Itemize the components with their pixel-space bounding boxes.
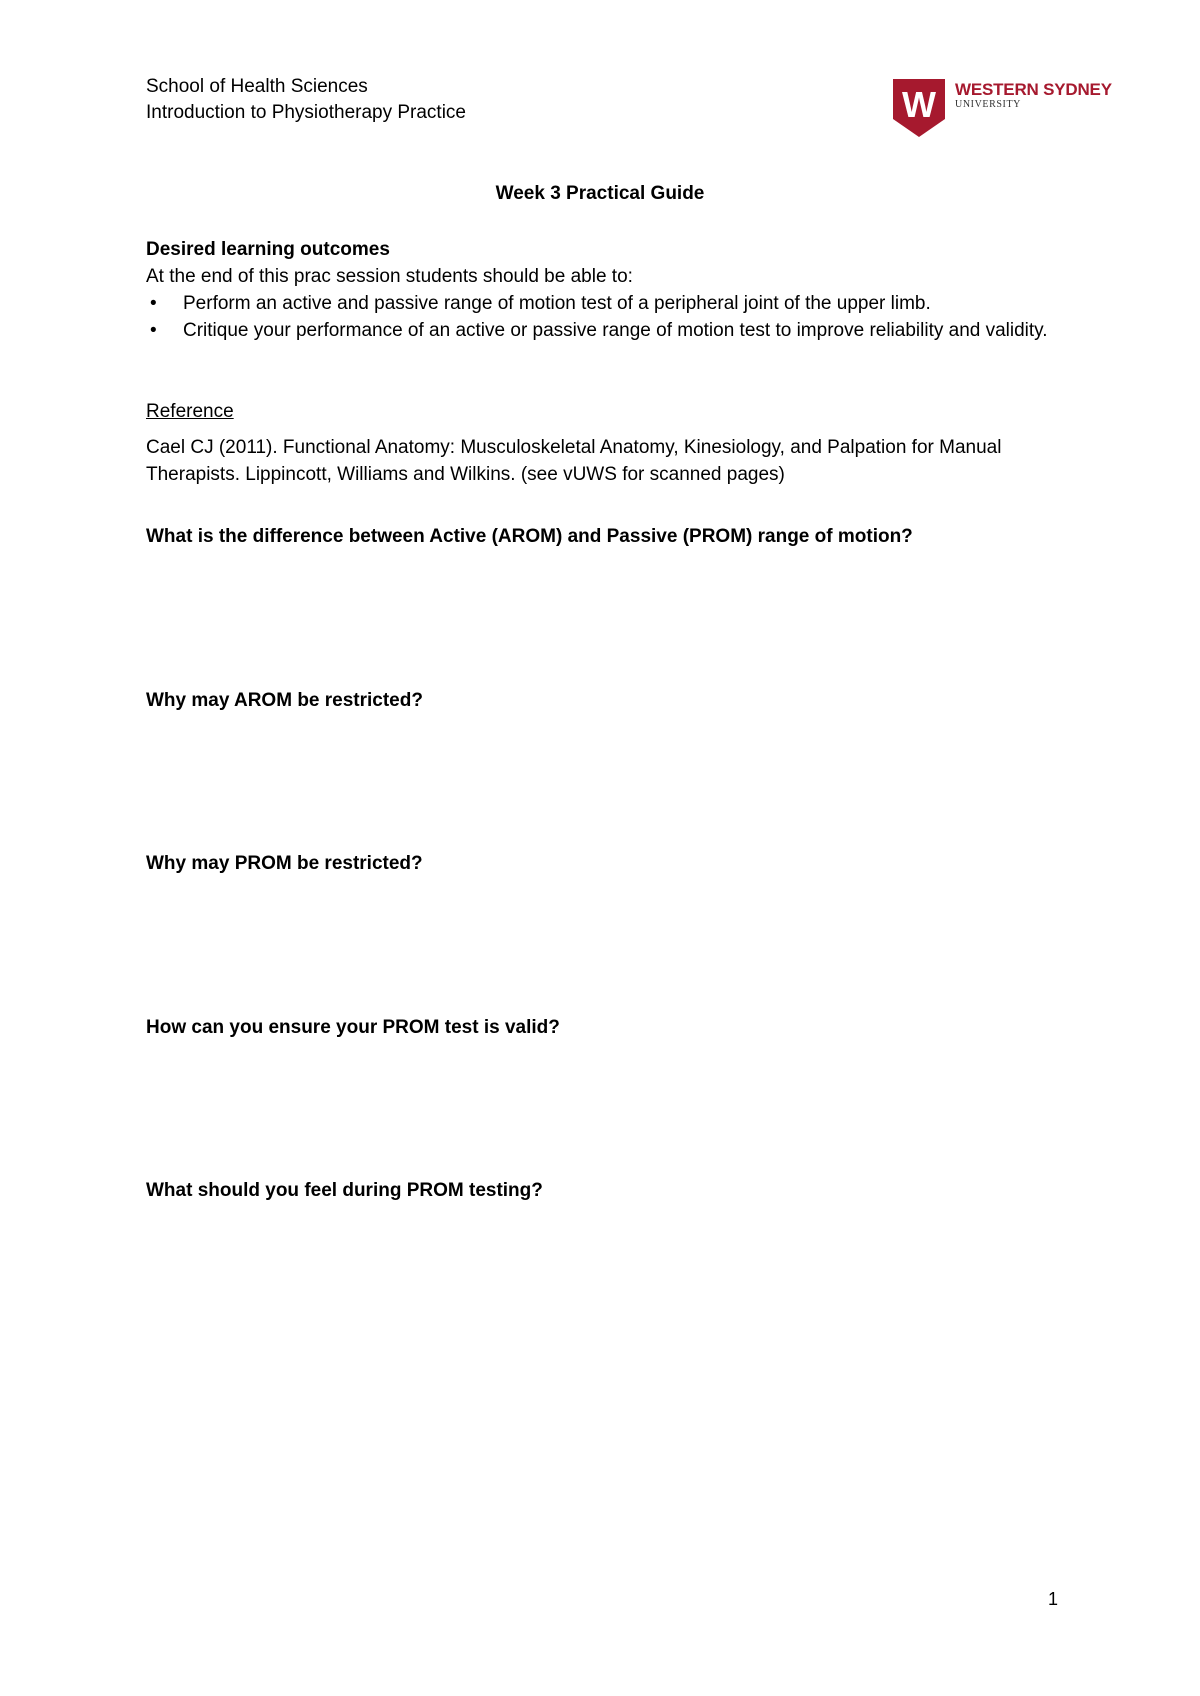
outcomes-heading: Desired learning outcomes	[146, 239, 390, 260]
reference-label: Reference	[146, 401, 234, 422]
learning-outcomes-section	[146, 236, 1066, 344]
outcome-item	[146, 317, 1066, 344]
header-unit: Introduction to Physiotherapy Practice	[146, 102, 467, 123]
document-header	[146, 74, 466, 126]
outcome-item	[146, 290, 1066, 317]
header-school: School of Health Sciences	[146, 76, 368, 97]
university-logo	[893, 79, 1112, 137]
question-5: What should you feel during PROM testing?	[146, 1180, 543, 1201]
logo-wordmark	[955, 81, 1112, 110]
question-3: Why may PROM be restricted?	[146, 853, 423, 874]
logo-sub: UNIVERSITY	[955, 99, 1021, 110]
bullet-icon: •	[150, 320, 157, 341]
outcome-text: Perform an active and passive range of motion test of a peripheral joint of the upper limb.	[183, 293, 931, 314]
question-1: What is the difference between Active (AROM) and Passive (PROM) range of motion?	[146, 526, 913, 547]
question-4: How can you ensure your PROM test is valid?	[146, 1017, 560, 1038]
reference-section	[146, 398, 1076, 488]
logo-letter: W	[902, 84, 936, 125]
outcomes-intro: At the end of this prac session students should be able to:	[146, 266, 633, 287]
bullet-icon: •	[150, 293, 157, 314]
outcome-text: Critique your performance of an active or passive range of motion test to improve reliability and validity.	[183, 320, 1048, 341]
outcomes-list	[146, 290, 1066, 344]
page-title: Week 3 Practical Guide	[495, 183, 705, 204]
page-number: 1	[1048, 1589, 1059, 1609]
reference-citation: Cael CJ (2011). Functional Anatomy: Musculoskeletal Anatomy, Kinesiology, and Palpation for Manual Therapists. Lippincott, Williams and Wilkins. (see vUWS for scanned pages)	[146, 437, 1002, 485]
shield-logo-icon	[893, 79, 945, 137]
question-2: Why may AROM be restricted?	[146, 690, 423, 711]
logo-name: WESTERN SYDNEY	[955, 80, 1112, 99]
